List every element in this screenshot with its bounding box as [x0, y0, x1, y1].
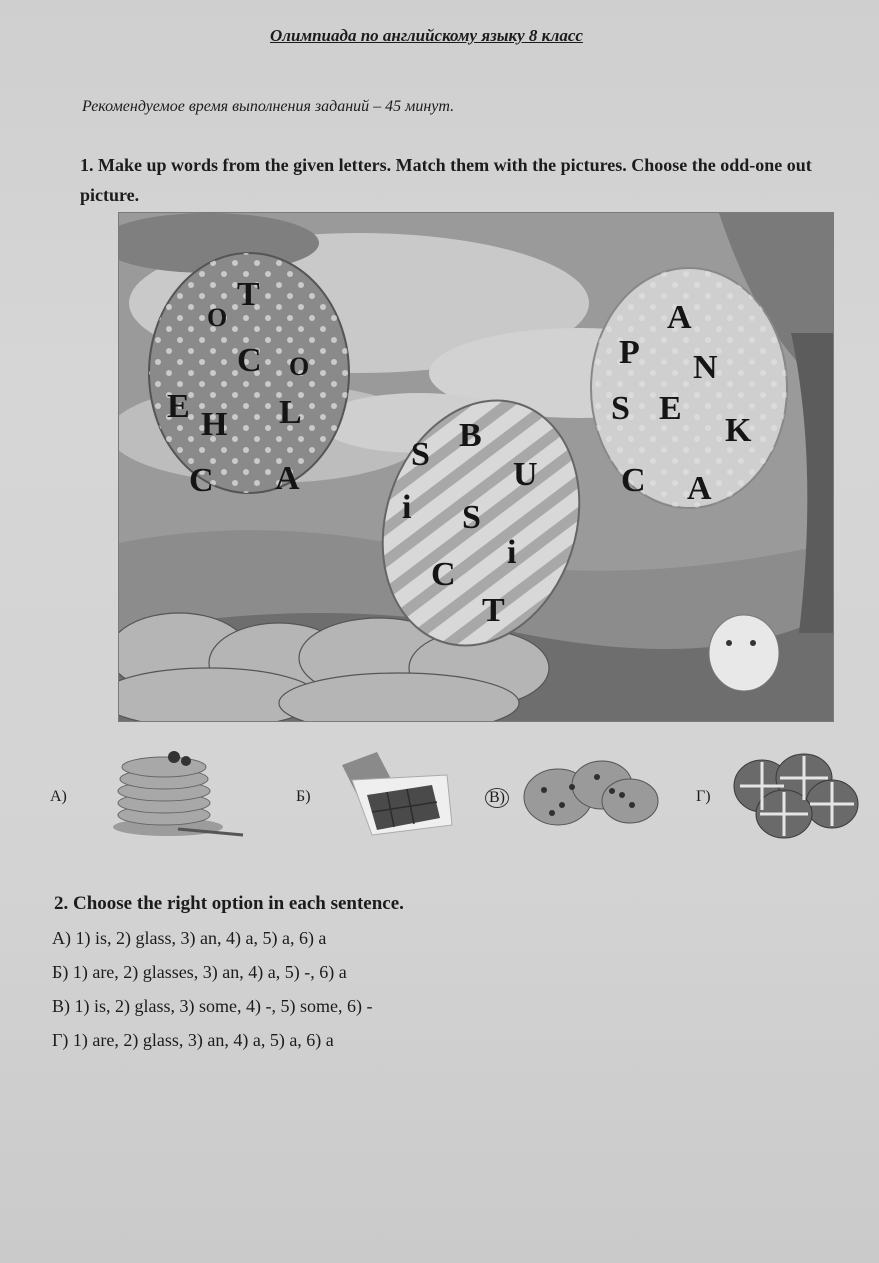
egg-letter: B — [459, 417, 482, 454]
egg-letter: A — [275, 460, 300, 497]
egg-letter: i — [402, 489, 412, 526]
task1-instructions: 1. Make up words from the given letters. Match them with the pictures. Choose the odd-one out picture. — [80, 155, 812, 205]
egg-letter: A — [687, 470, 712, 507]
egg-letter: E — [659, 390, 682, 427]
egg-letter: S — [462, 499, 481, 536]
egg-letter: H — [201, 406, 228, 443]
hot-cross-buns-icon — [732, 752, 862, 844]
task2-heading: 2. Choose the right option in each sentence. — [54, 893, 404, 914]
egg-letter: C — [237, 342, 262, 379]
egg-letter: i — [507, 534, 517, 571]
egg-letter: O — [289, 352, 310, 381]
egg-letter: A — [667, 299, 692, 336]
egg-letter: L — [279, 394, 302, 431]
egg-letter: N — [693, 349, 718, 386]
option-label-d: Г) — [696, 788, 711, 805]
option-label-c: В) — [485, 788, 509, 808]
chick — [709, 615, 779, 691]
egg-letter: P — [619, 334, 640, 371]
egg-letter: S — [611, 390, 630, 427]
worksheet-title: Олимпиада по английскому языку 8 класс — [270, 26, 583, 45]
egg-letter: C — [431, 556, 456, 593]
egg-letter: S — [411, 436, 430, 473]
egg-letter: O — [207, 303, 228, 332]
egg-letter: U — [513, 456, 538, 493]
egg-letter: K — [725, 412, 752, 449]
pancakes-icon — [108, 745, 248, 840]
option-label-a: А) — [50, 788, 67, 805]
chocolate-bar-icon — [332, 750, 472, 845]
egg-letter: E — [167, 388, 190, 425]
option-label-b: Б) — [296, 788, 311, 805]
time-note: Рекомендуемое время выполнения заданий – 45 минут. — [82, 98, 455, 115]
egg-letter: C — [621, 462, 646, 499]
answer-option-b: Б) 1) are, 2) glasses, 3) an, 4) a, 5) -, 6) a — [52, 962, 347, 982]
answer-option-d: Г) 1) are, 2) glass, 3) an, 4) a, 5) a, 6) a — [52, 1030, 334, 1050]
egg-letter: C — [189, 462, 214, 499]
easter-eggs-picture — [118, 212, 834, 722]
cookies-icon — [522, 755, 662, 830]
answer-option-a: А) 1) is, 2) glass, 3) an, 4) a, 5) a, 6) a — [52, 928, 327, 948]
answer-option-c: В) 1) is, 2) glass, 3) some, 4) -, 5) some, 6) - — [52, 996, 373, 1016]
egg-letter: T — [482, 592, 505, 629]
egg-letter: T — [237, 276, 260, 313]
